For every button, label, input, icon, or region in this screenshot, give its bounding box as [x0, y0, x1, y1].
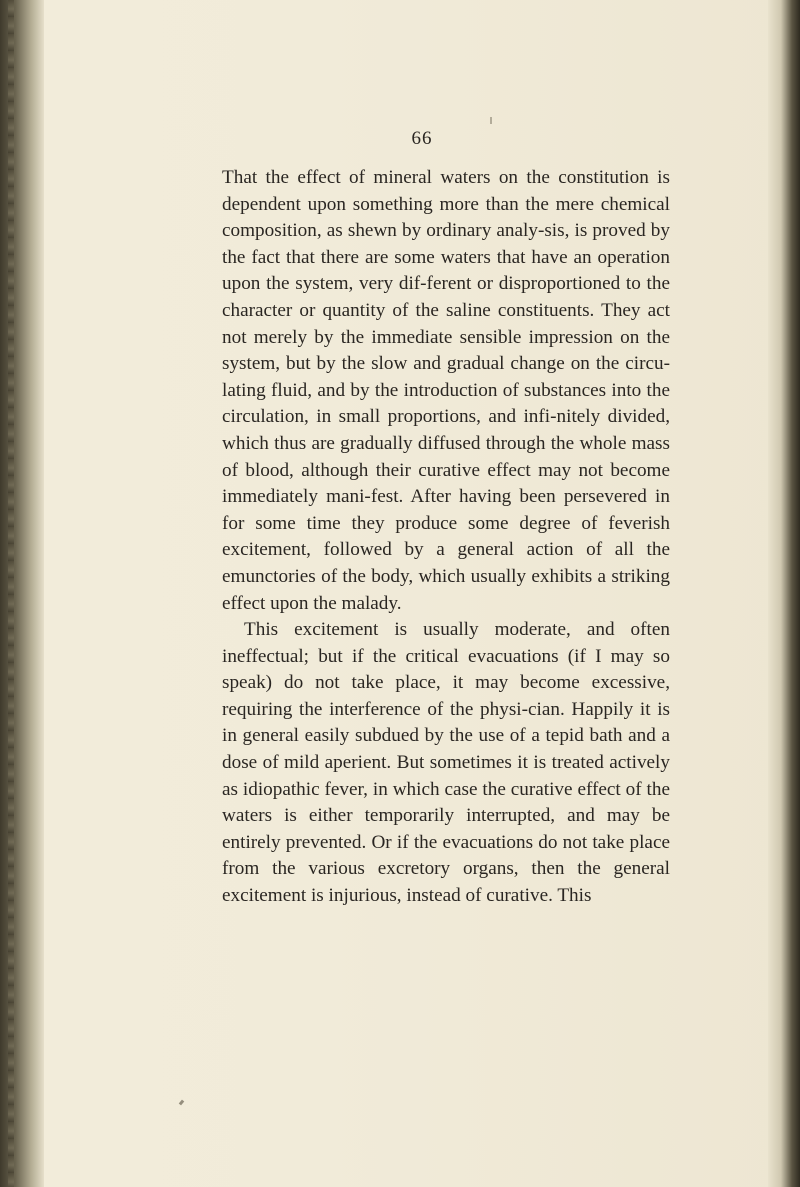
page-number-text: 66 — [411, 128, 433, 149]
ink-mark — [490, 117, 492, 124]
ink-speck — [179, 1100, 185, 1106]
page-number — [0, 128, 800, 150]
paragraph-1: That the effect of mineral waters on the constitution is dependent upon something more than the mere chemical composition, as shewn by ordinary analy-sis, is proved by the fact that there are some waters that have an operation upon the system, very dif-ferent or disproportioned to the character or quantity of the saline constituents. They act not merely by the immediate sensible impression on the system, but by the slow and gradual change on the circu-lating fluid, and by the introduction of substances into the circulation, in small proportions, and infi-nitely divided, which thus are gradually diffused through the whole mass of blood, although their curative effect may not become immediately mani-fest. After having been persevered in for some time they produce some degree of feverish excitement, followed by a general action of all the emunctories of the body, which usually exhibits a striking effect upon the malady. — [222, 167, 670, 614]
paragraph-2: This excitement is usually moderate, and often ineffectual; but if the critical evacuations (if I may so speak) do not take place, it may become excessive, requiring the interference of the physi-cian. Happily it is in general easily subdued by the use of a tepid bath and a dose of mild aperient. But sometimes it is treated actively as idiopathic fever, in which case the curative effect of the waters is either temporarily interrupted, and may be entirely prevented. Or if the evacuations do not take place from the various excretory organs, then the general excitement is injurious, instead of curative. This — [222, 619, 670, 907]
body-text — [222, 165, 670, 910]
binding-shadow — [0, 0, 44, 1187]
page-edge — [768, 0, 800, 1187]
